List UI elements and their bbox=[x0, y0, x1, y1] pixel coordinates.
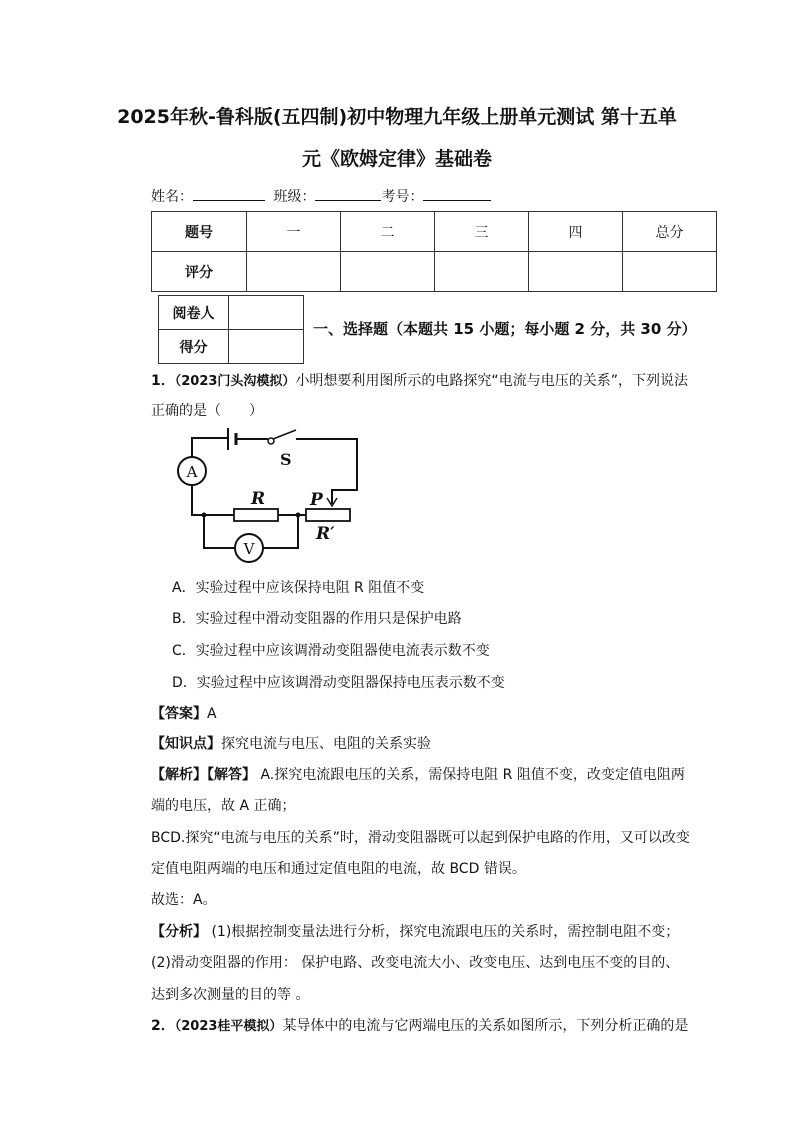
score-header-cell: 一 bbox=[247, 212, 341, 252]
score-header-cell: 三 bbox=[435, 212, 529, 252]
score-header-cell: 总分 bbox=[623, 212, 717, 252]
section-heading: 一、选择题（本题共 15 小题；每小题 2 分，共 30 分） bbox=[313, 320, 697, 338]
knowledge-tag: 【知识点】 bbox=[151, 736, 221, 752]
analysis-line-4: 定值电阻两端的电压和通过定值电阻的电流，故 BCD 错误。 bbox=[151, 861, 526, 877]
question-number: 1． bbox=[151, 373, 175, 389]
switch-label: S bbox=[280, 450, 292, 469]
resistor-label: R bbox=[251, 489, 266, 509]
analysis-line-2: 端的电压，故 A 正确； bbox=[151, 798, 296, 814]
option-a[interactable]: A．实验过程中应该保持电阻 R 阻值不变 bbox=[172, 580, 425, 596]
ammeter-label: A bbox=[186, 463, 198, 481]
grader-label: 阅卷人 bbox=[159, 296, 229, 330]
score-header-cell: 四 bbox=[529, 212, 623, 252]
option-b[interactable]: B．实验过程中滑动变阻器的作用只是保护电路 bbox=[172, 611, 462, 627]
score-table bbox=[151, 211, 717, 292]
question-source: （2023门头沟模拟） bbox=[174, 374, 296, 389]
score-row-label: 评分 bbox=[152, 252, 247, 292]
analysis-text: A.探究电流跟电压的关系，需保持电阻 R 阻值不变，改变定值电阻两 bbox=[256, 767, 685, 783]
fenxi-line-2: (2)滑动变阻器的作用： 保护电路、改变电流大小、改变电压、达到电压不变的目的、 bbox=[151, 955, 680, 971]
question-2-stem bbox=[151, 1016, 688, 1037]
grader-cell[interactable] bbox=[229, 296, 304, 330]
score-header-cell: 题号 bbox=[152, 212, 247, 252]
fenxi-row bbox=[151, 922, 679, 942]
fenxi-tag: 【分析】 bbox=[151, 924, 207, 940]
analysis-tag: 【解析】【解答】 bbox=[151, 767, 256, 783]
exam-no-field[interactable] bbox=[423, 186, 491, 201]
knowledge-row bbox=[151, 734, 431, 754]
score-table-score-row bbox=[152, 252, 717, 292]
score-cell[interactable] bbox=[247, 252, 341, 292]
fenxi-line-3: 达到多次测量的目的等 。 bbox=[151, 987, 310, 1003]
score-cell[interactable] bbox=[341, 252, 435, 292]
score-cell[interactable] bbox=[435, 252, 529, 292]
analysis-line-5: 故选：A。 bbox=[151, 892, 217, 908]
score-cell[interactable] bbox=[623, 252, 717, 292]
score-cell[interactable] bbox=[529, 252, 623, 292]
name-field[interactable] bbox=[193, 186, 265, 201]
student-info-row bbox=[151, 186, 491, 207]
grader-score-cell[interactable] bbox=[229, 330, 304, 364]
option-c[interactable]: C．实验过程中应该调滑动变阻器使电流表示数不变 bbox=[172, 643, 490, 659]
voltmeter-label: V bbox=[243, 540, 255, 558]
page-title-line1: 2025年秋-鲁科版(五四制)初中物理九年级上册单元测试 第十五单 bbox=[117, 106, 677, 128]
name-label: 姓名： bbox=[151, 189, 193, 205]
score-header-cell: 二 bbox=[341, 212, 435, 252]
grader-score-label: 得分 bbox=[159, 330, 229, 364]
question-text: 某导体中的电流与它两端电压的关系如图所示，下列分析正确的是 bbox=[282, 1018, 689, 1034]
question-number: 2． bbox=[151, 1018, 175, 1034]
analysis-row bbox=[151, 765, 685, 785]
option-d[interactable]: D．实验过程中应该调滑动变阻器保持电压表示数不变 bbox=[172, 675, 505, 691]
exam-no-label: 考号： bbox=[381, 189, 424, 205]
question-1-stem bbox=[151, 371, 688, 392]
class-label: 班级： bbox=[273, 189, 316, 205]
answer-row bbox=[151, 704, 217, 724]
answer-value: A bbox=[207, 706, 217, 722]
slider-label: P bbox=[310, 490, 323, 510]
page-title-line2: 元《欧姆定律》基础卷 bbox=[301, 148, 492, 170]
question-text: 小明想要利用图所示的电路探究“电流与电压的关系”，下列说法 bbox=[295, 373, 688, 389]
score-table-header-row bbox=[152, 212, 717, 252]
question-1-stem-line2: 正确的是（ ） bbox=[151, 403, 263, 419]
class-field[interactable] bbox=[315, 186, 381, 201]
analysis-line-3: BCD.探究“电流与电压的关系”时，滑动变阻器既可以起到保护电路的作用，又可以改变 bbox=[151, 830, 690, 846]
knowledge-text: 探究电流与电压、电阻的关系实验 bbox=[221, 736, 431, 752]
question-source: （2023桂平模拟） bbox=[174, 1019, 283, 1034]
rheostat-label: R′ bbox=[316, 524, 335, 544]
answer-tag: 【答案】 bbox=[151, 706, 207, 722]
circuit-diagram bbox=[176, 428, 366, 564]
grader-table bbox=[158, 295, 304, 364]
fenxi-text: (1)根据控制变量法进行分析，探究电流跟电压的关系时，需控制电阻不变； bbox=[207, 924, 680, 940]
